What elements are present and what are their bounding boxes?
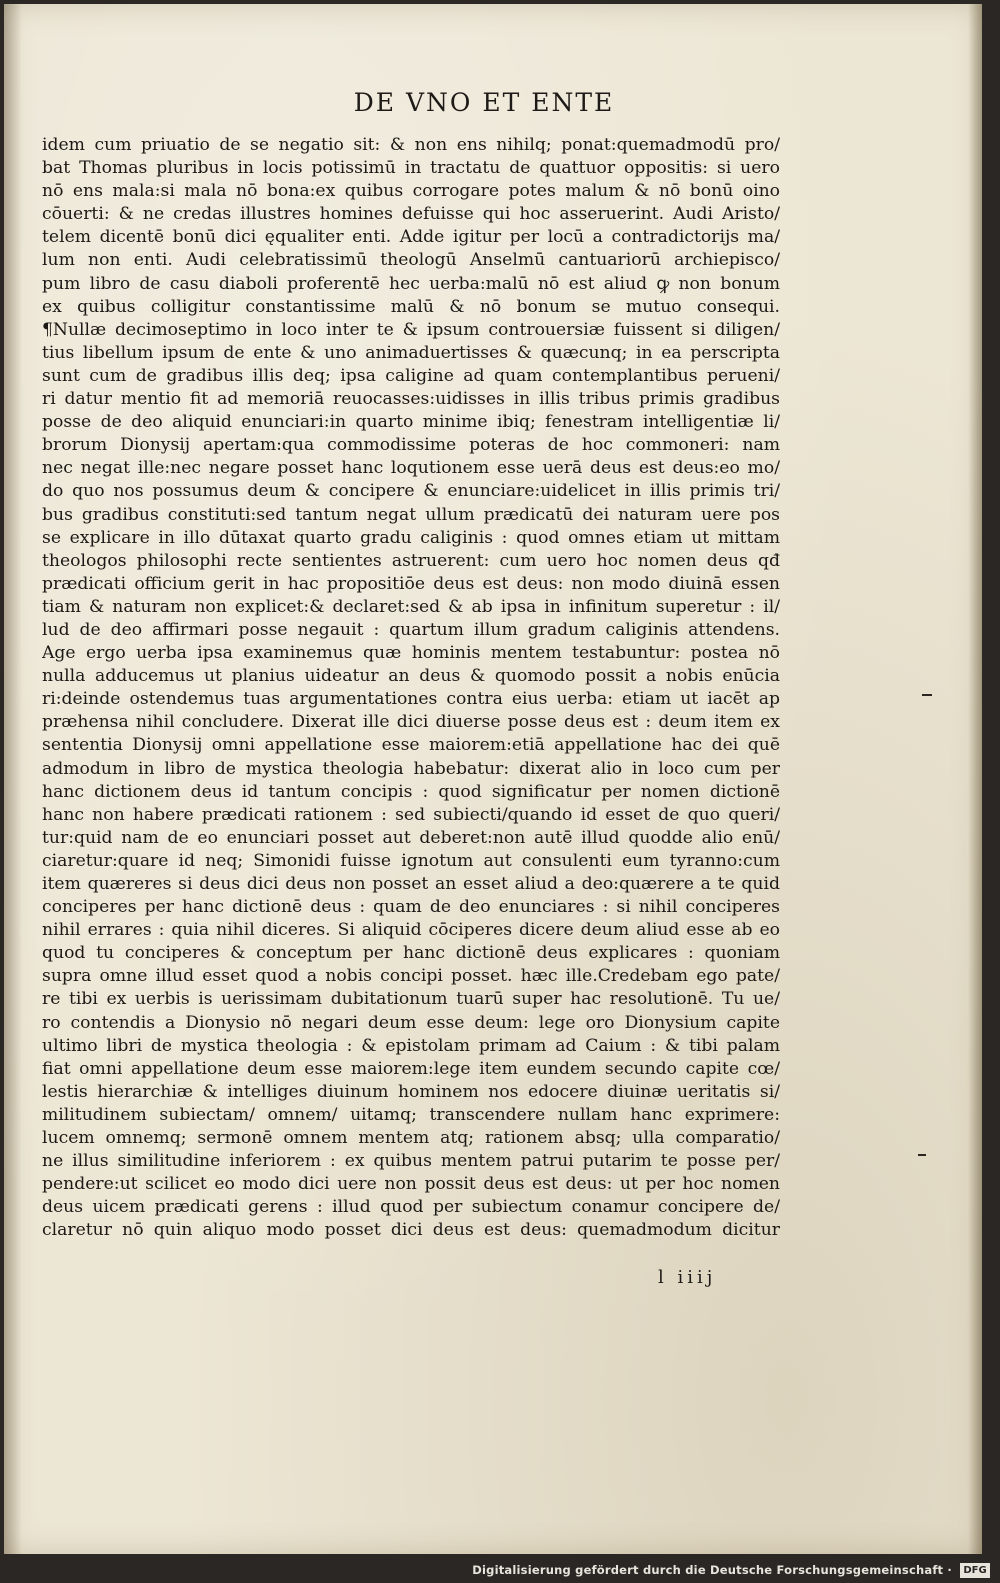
text-line: lucem omnemq; sermonē omnem mentem atq; rationem absq; ulla comparatio/ [42, 1128, 780, 1149]
text-line: telem dicentē bonū dici ęqualiter enti. Adde igitur per locū a contradictorijs ma/ [42, 227, 780, 248]
text-line: tius libellum ipsum de ente & uno animaduertisses & quæcunq; in ea perscripta [42, 342, 780, 363]
text-line: nulla adducemus ut planius uideatur an deus & quomodo possit a nobis enūcia [42, 666, 780, 687]
book-page [4, 4, 982, 1554]
text-line: theologos philosophi recte sentientes astruerent: cum uero hoc nomen deus qđ [42, 550, 780, 571]
text-line: lum non enti. Audi celebratissimū theologū Anselmū cantuariorū archiepisco/ [42, 250, 780, 271]
text-line: ro contendis a Dionysio nō negari deum esse deum: lege oro Dionysium capite [42, 1012, 780, 1033]
text-line: prædicati officium gerit in hac propositiōe deus est deus: non modo diuinā essen [42, 573, 780, 594]
text-line: nō ens mala:si mala nō bona:ex quibus corrogare potes malum & nō bonū oino [42, 181, 780, 202]
text-line: Age ergo uerba ipsa examinemus quæ hominis mentem testabuntur: postea nō [42, 643, 780, 664]
text-line: ri datur mentio fit ad memoriā reuocasses:uidisses in illis tribus primis gradibus [42, 389, 780, 410]
text-line: pendere:ut scilicet eo modo dici uere non possit deus est deus: ut per hoc nomen [42, 1174, 780, 1195]
text-line: bat Thomas pluribus in locis potissimū in tractatu de quattuor oppositis: si uero [42, 158, 780, 179]
margin-mark [922, 694, 932, 696]
text-line: item quæreres si deus dici deus non posset an esset aliud a deo:quærere a te quid [42, 874, 780, 894]
text-line: pum libro de casu diaboli proferentē hec uerba:malū nō est aliud ꝙ non bonum [42, 273, 780, 294]
text-line: se explicare in illo dūtaxat quarto gradu caliginis : quod omnes etiam ut mittam [42, 527, 780, 548]
text-line: admodum in libro de mystica theologia habebatur: dixerat alio in loco cum per [42, 758, 780, 779]
text-line: lud de deo affirmari posse negauit : quartum illum gradum caliginis attendens. [42, 619, 780, 640]
text-line: militudinem subiectam/ omnem/ uitamq; transcendere nullam hanc exprimere: [42, 1104, 780, 1125]
text-line: bus gradibus constituti:sed tantum negat ullum prædicatū dei naturam uere pos [42, 504, 780, 525]
text-line: cōuerti: & ne credas illustres homines defuisse qui hoc asseruerint. Audi Aristo/ [42, 204, 780, 225]
running-head: DE VNO ET ENTE [353, 88, 615, 117]
signature-mark: l iiij [658, 1267, 717, 1288]
text-line: fiat omni appellatione deum esse maiorem:lege item eundem secundo capite cœ/ [42, 1058, 780, 1079]
footer-bar [0, 1554, 1000, 1583]
margin-mark [918, 1154, 926, 1156]
text-line: ne illus similitudine inferiorem : ex quibus mentem patrui putarim te posse per/ [42, 1151, 780, 1172]
page-edge [968, 4, 982, 1554]
text-line: quod tu conciperes & conceptum per hanc dictionē deus explicares : quoniam [42, 943, 780, 964]
text-line: hanc non habere prædicati rationem : sed subiecti/quando id esset de quo queri/ [42, 804, 780, 825]
funding-notice: Digitalisierung gefördert durch die Deutsche Forschungsgemeinschaft · [472, 1563, 952, 1577]
text-line: deus uicem prædicati gerens : illud quod per subiectum conamur concipere de/ [42, 1197, 780, 1218]
text-line: tiam & naturam non explicet:& declaret:sed & ab ipsa in infinitum superetur : il/ [42, 596, 780, 617]
text-line: idem cum priuatio de se negatio sit: & non ens nihilq; ponat:quemadmodū pro/ [42, 135, 780, 155]
text-line: sunt cum de gradibus illis deq; ipsa caligine ad quam contemplantibus perueni/ [42, 365, 780, 386]
text-line: ultimo libri de mystica theologia : & epistolam primam ad Caium : & tibi palam [42, 1035, 780, 1056]
text-line: sententia Dionysij omni appellatione esse maiorem:etiā appellatione hac dei quē [42, 735, 780, 756]
text-line: ¶Nullæ decimoseptimo in loco inter te & ipsum controuersiæ fuissent si diligen/ [42, 319, 780, 340]
text-line: supra omne illud esset quod a nobis concipi posset. hæc ille.Credebam ego pate/ [42, 966, 780, 987]
text-line: nihil errares : quia nihil diceres. Si aliquid cōciperes dicere deum aliud esse ab eo [42, 920, 780, 941]
text-line: brorum Dionysij apertam:qua commodissime poteras de hoc commoneri: nam [42, 435, 780, 456]
text-line: ri:deinde ostendemus tuas argumentationes contra eius uerba: etiam ut iacēt ap [42, 689, 780, 710]
text-line: conciperes per hanc dictionē deus : quam de deo enunciares : si nihil conciperes [42, 897, 780, 918]
text-line: tur:quid nam de eo enunciari posset aut deberet:non autē illud quodde alio enū/ [42, 827, 780, 848]
text-line: hanc dictionem deus id tantum concipis : quod significatur per nomen dictionē [42, 781, 780, 802]
body-text [42, 134, 780, 1243]
text-line: posse de deo aliquid enunciari:in quarto minime ibiq; fenestram intelligentiæ li/ [42, 412, 780, 433]
text-line: re tibi ex uerbis is uerissimam dubitationum tuarū super hac resolutionē. Tu ue/ [42, 989, 780, 1010]
text-line: do quo nos possumus deum & concipere & enunciare:uidelicet in illis primis tri/ [42, 481, 780, 502]
gutter-shadow [4, 4, 22, 1554]
text-line: ciaretur:quare id neq; Simonidi fuisse ignotum aut consulenti eum tyranno:cum [42, 850, 780, 871]
text-line: nec negat ille:nec negare posset hanc loqutionem esse uerā deus est deus:eo mo/ [42, 458, 780, 479]
text-line: lestis hierarchiæ & intelliges diuinum hominem nos edocere diuinæ ueritatis si/ [42, 1081, 780, 1102]
text-line: claretur nō quin aliquo modo posset dici deus est deus: quemadmodum dicitur [42, 1220, 780, 1241]
text-line: ex quibus colligitur constantissime malū & nō bonum se mutuo consequi. [42, 296, 780, 317]
text-line: præhensa nihil concludere. Dixerat ille dici diuerse posse deus est : deum item ex [42, 712, 780, 733]
dfg-logo: DFG [960, 1563, 990, 1578]
